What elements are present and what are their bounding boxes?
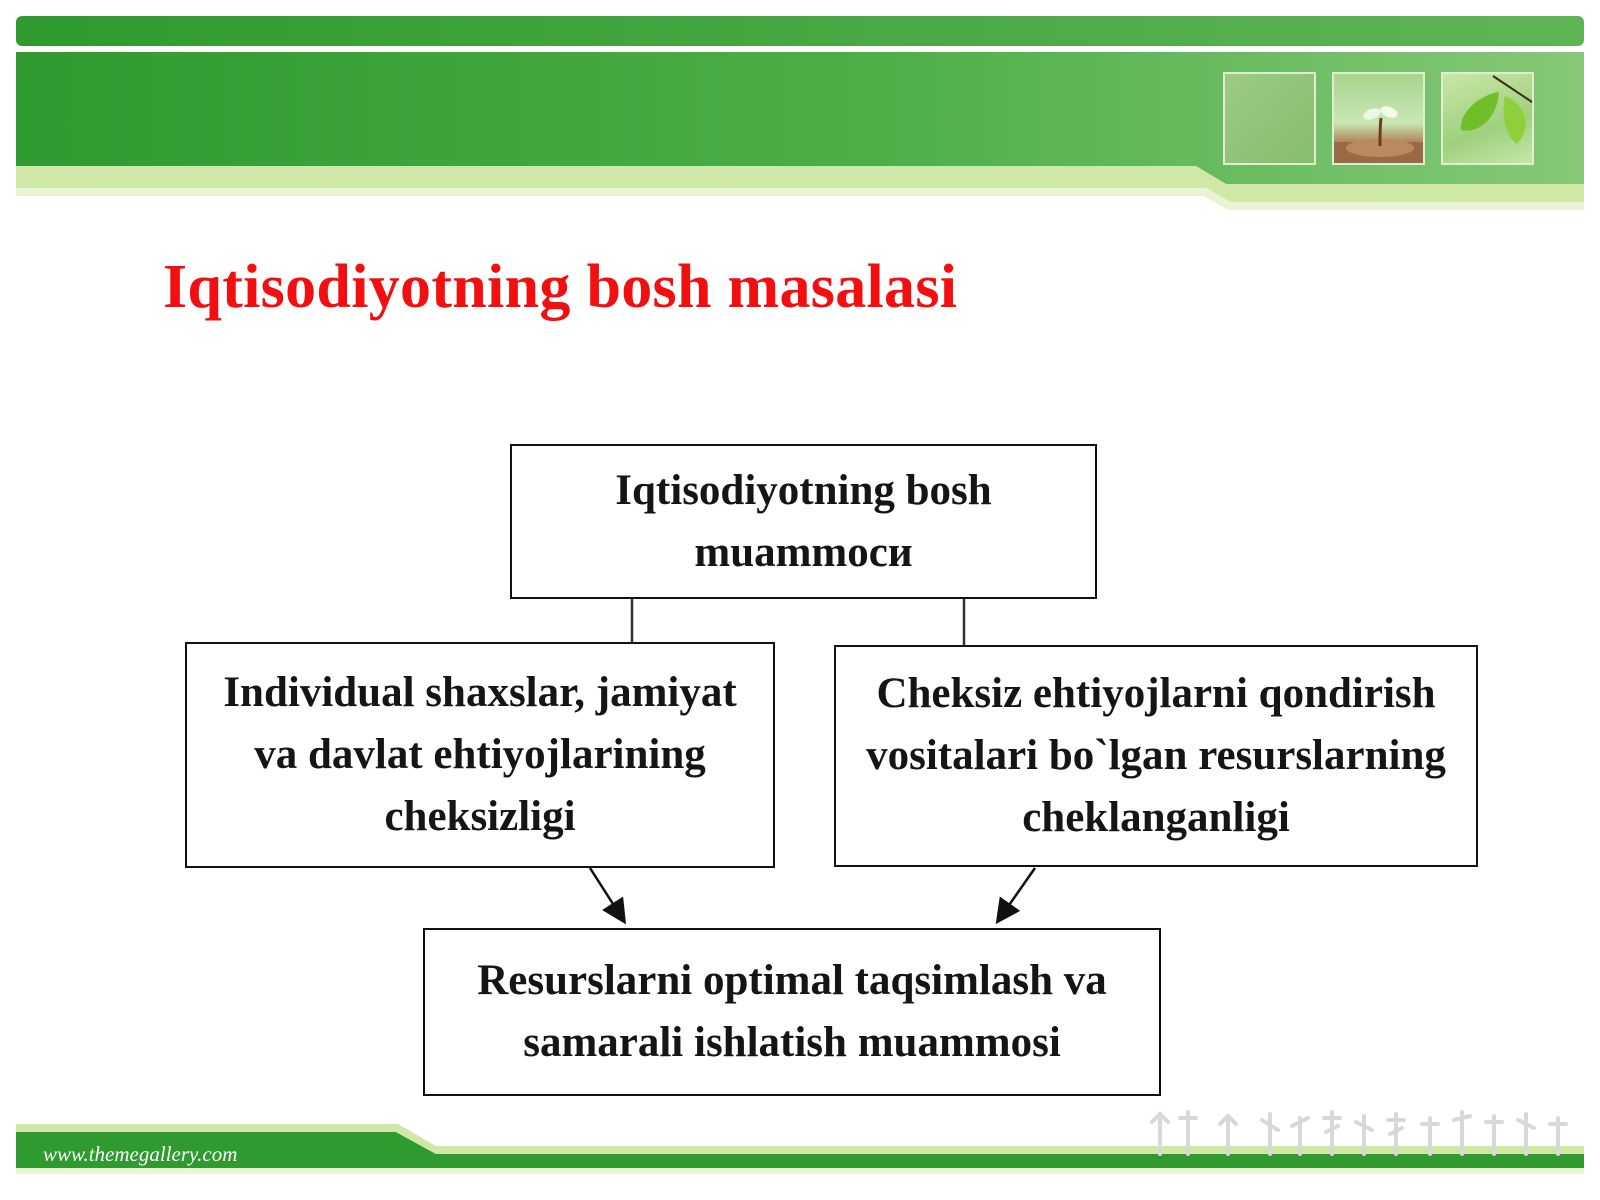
sprout-icon [1332,72,1425,165]
footer-url[interactable]: www.themegallery.com [43,1142,238,1166]
slide-title: Iqtisodiyotning bosh masalasi [163,253,958,321]
box-resource-allocation: Resurslarni optimal taqsimlash va samarali ishlatish muammosi [423,928,1161,1096]
arrow-left-to-bottom [590,868,622,918]
leaf-icon [1441,72,1534,165]
header-thumbnail-plain [1223,72,1316,165]
box-limited-resources: Cheksiz ehtiyojlarni qondirish vositalari bo`lgan resurslarning cheklanganligi [834,645,1478,867]
box-unlimited-needs: Individual shaxslar, jamiyat va davlat ehtiyojlarining cheksizligi [185,642,775,868]
plant-silhouettes-icon [1150,1104,1570,1156]
arrow-right-to-bottom [1000,868,1035,918]
box-main-problem: Iqtisodiyotning bosh muammoси [510,444,1097,599]
